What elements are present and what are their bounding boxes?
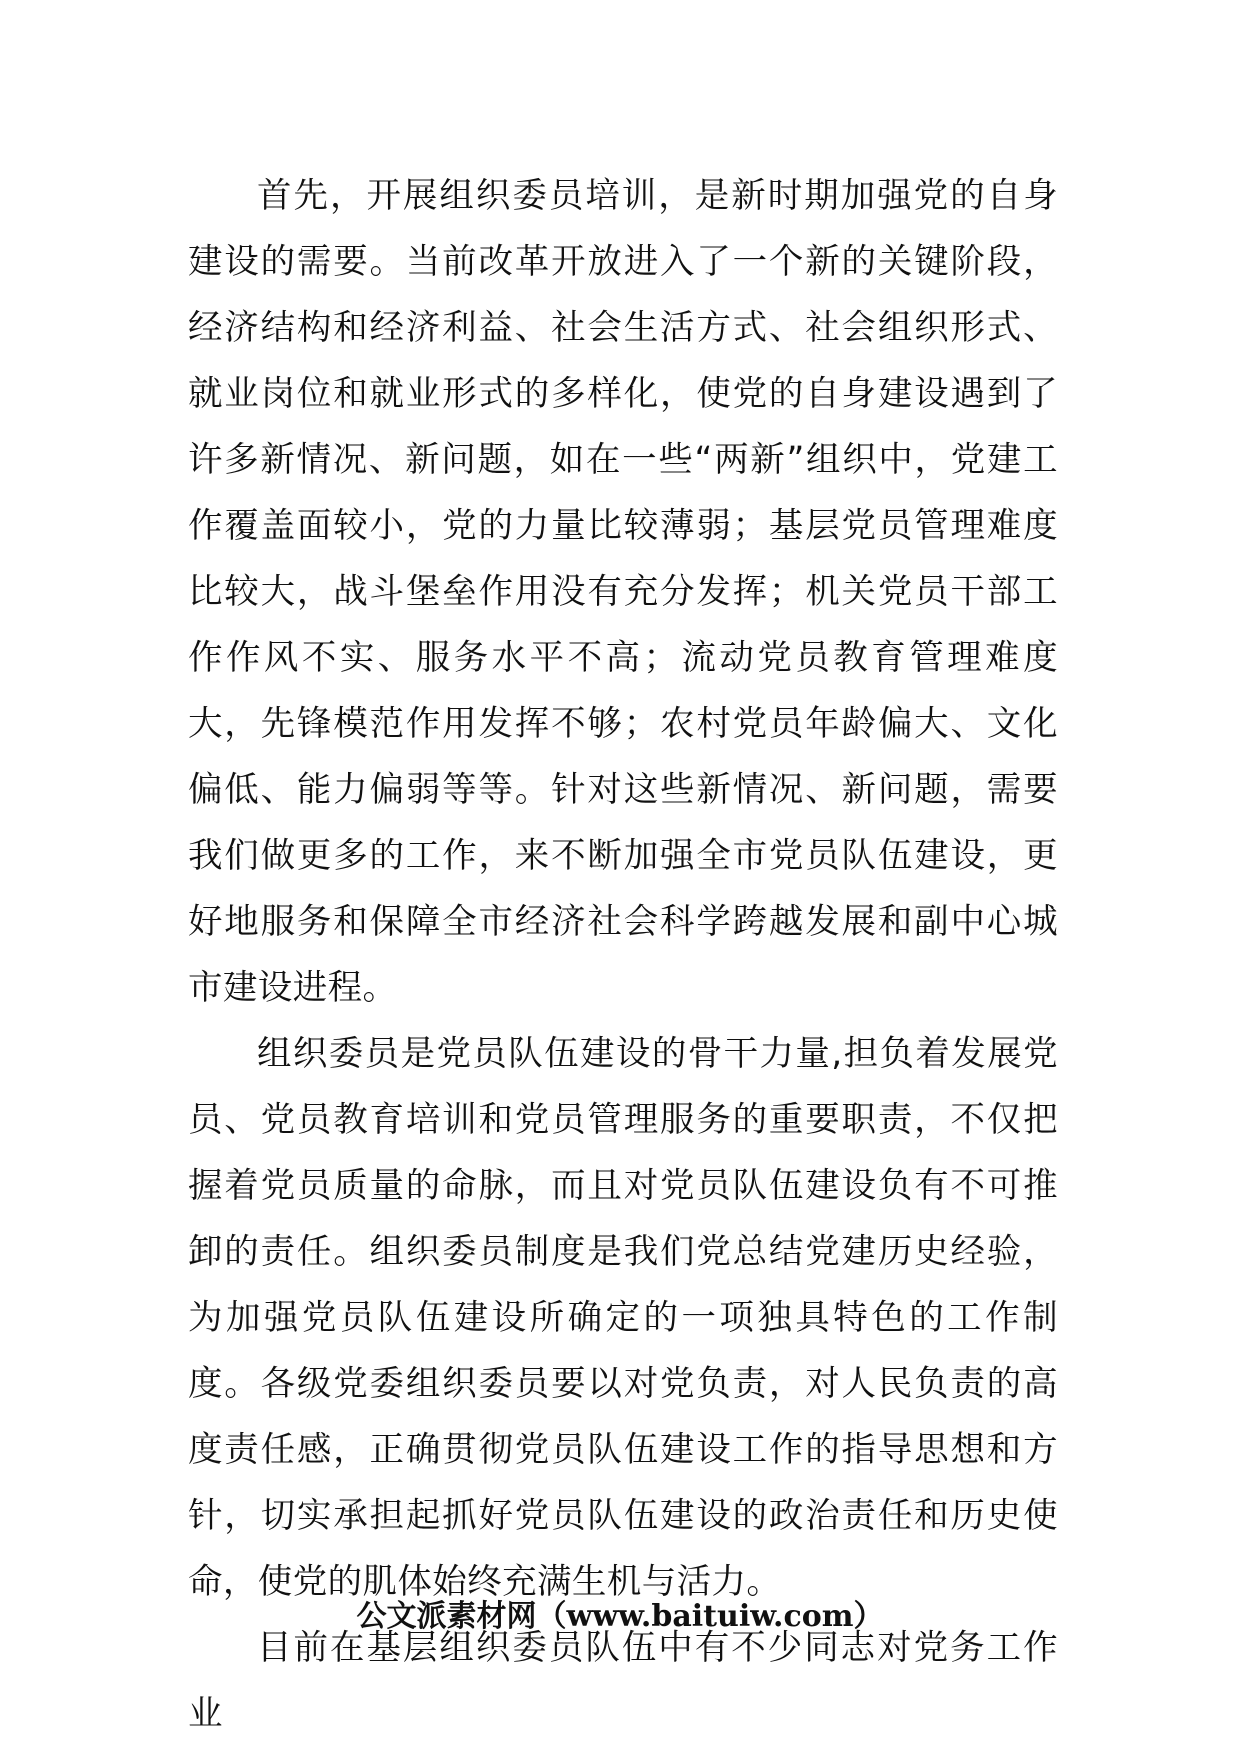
- paragraph-3: 目前在基层组织委员队伍中有不少同志对党务工作业: [188, 1628, 1058, 1734]
- footer-source-text: 公文派素材网（www.baituiw.com）: [356, 1599, 884, 1634]
- paragraph-2: 组织委员是党员队伍建设的骨干力量,担负着发展党员、党员教育培训和党员管理服务的重要职责，不仅把握着党员质量的命脉，而且对党员队伍建设负有不可推卸的责任。组织委员制度是我们党总结党建历史经验，为加强党员队伍建设所确定的一项独具特色的工作制度。各级党委组织委员要以对党负责，对人民负责的高度责任感，正确贯彻党员队伍建设工作的指导思想和方针，切实承担起抓好党员队伍建设的政治责任和历史使命，使党的肌体始终充满生机与活力。: [188, 1034, 1058, 1602]
- document-body: [188, 163, 1058, 1747]
- paragraph-1: 首先，开展组织委员培训，是新时期加强党的自身建设的需要。当前改革开放进入了一个新的关键阶段，经济结构和经济利益、社会生活方式、社会组织形式、就业岗位和就业形式的多样化，使党的自身建设遇到了许多新情况、新问题，如在一些“两新”组织中，党建工作覆盖面较小，党的力量比较薄弱；基层党员管理难度比较大，战斗堡垒作用没有充分发挥；机关党员干部工作作风不实、服务水平不高；流动党员教育管理难度大，先锋模范作用发挥不够；农村党员年龄偏大、文化偏低、能力偏弱等等。针对这些新情况、新问题，需要我们做更多的工作，来不断加强全市党员队伍建设，更好地服务和保障全市经济社会科学跨越发展和副中心城市建设进程。: [188, 176, 1058, 1008]
